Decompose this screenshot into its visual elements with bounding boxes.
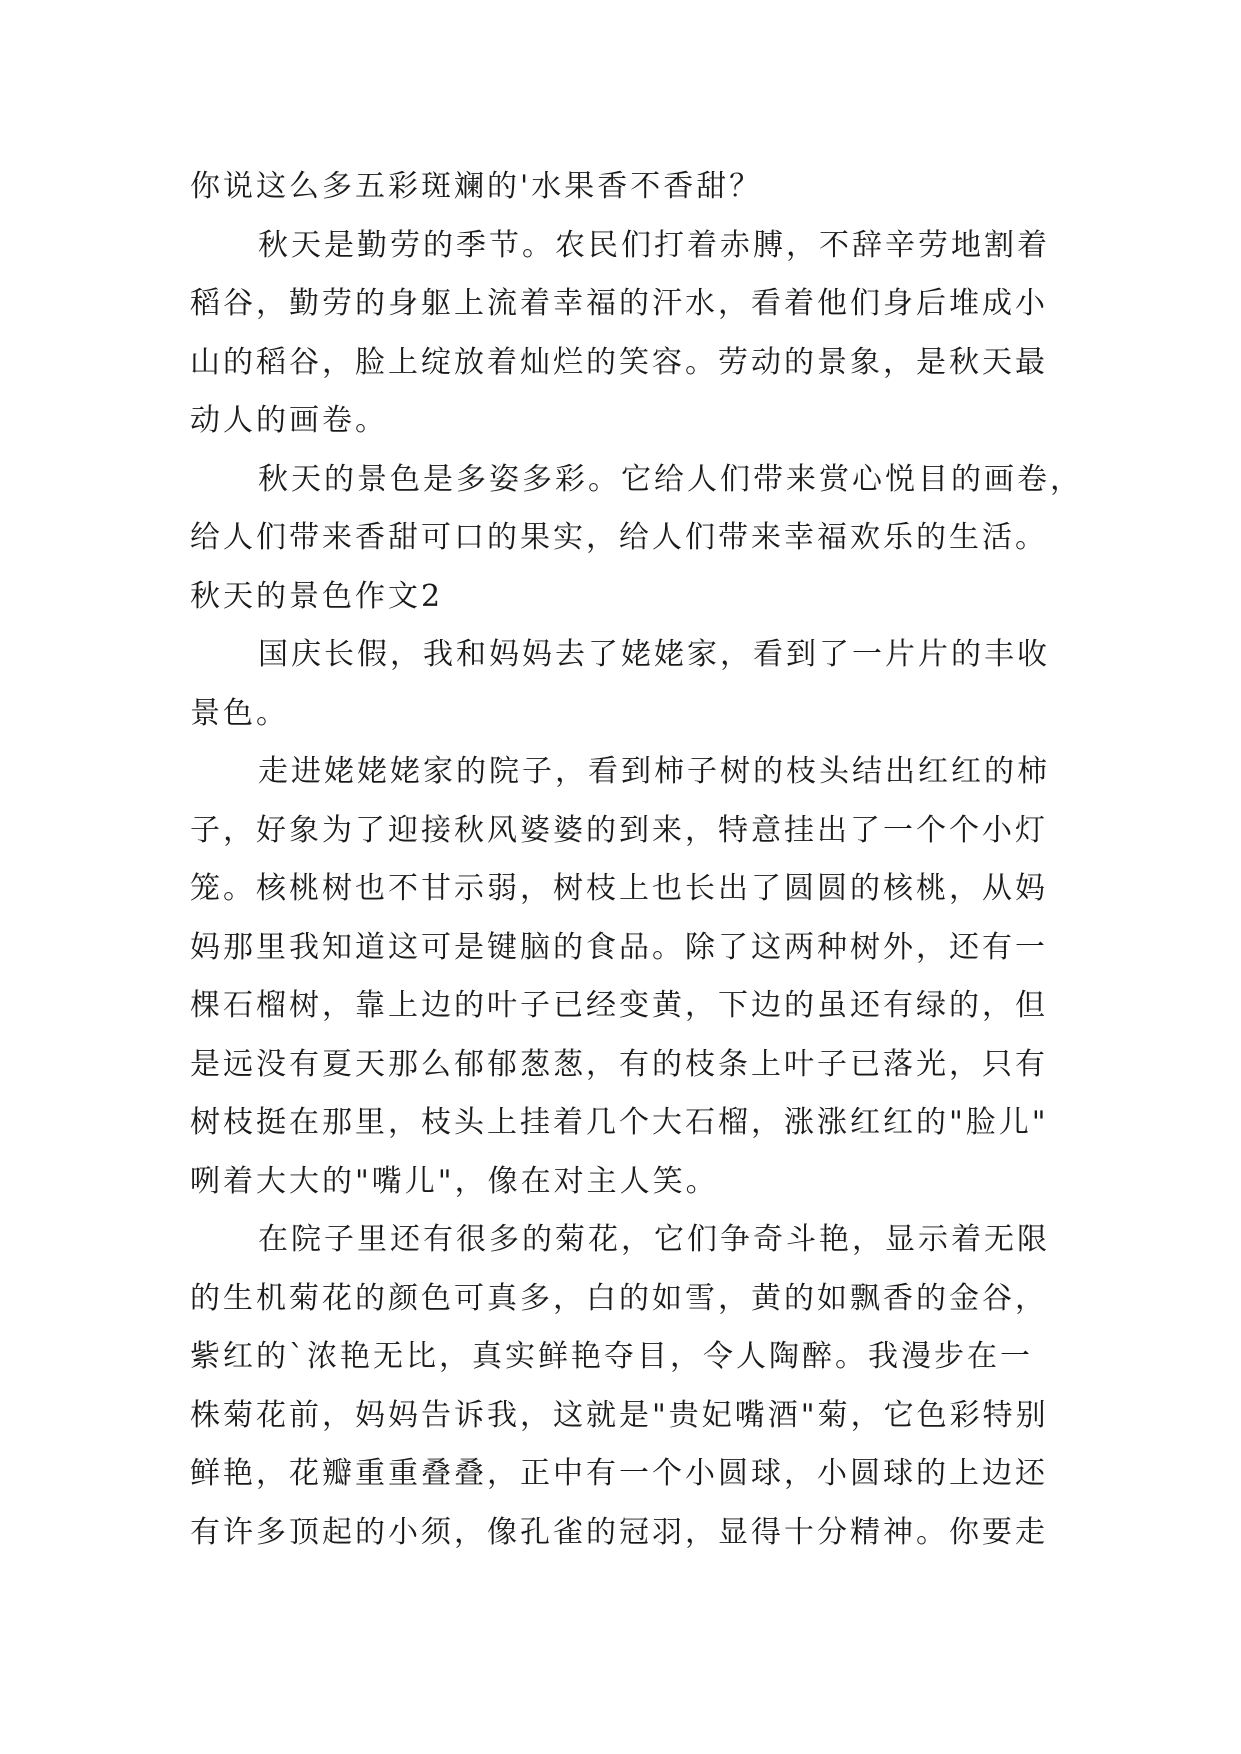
- text-line: 秋天的景色是多姿多彩。它给人们带来赏心悦目的画卷，: [258, 461, 1083, 497]
- text-line: 在院子里还有很多的菊花，它们争奇斗艳，显示着无限: [258, 1222, 1050, 1257]
- text-line: 笼。核桃树也不甘示弱，树枝上也长出了圆圆的核桃，从妈: [190, 871, 1048, 906]
- text-line: 子，好象为了迎接秋风婆婆的到来，特意挂出了一个个小灯: [190, 812, 1048, 848]
- text-line: 株菊花前，妈妈告诉我，这就是"贵妃嘴酒"菊，它色彩特别: [190, 1397, 1049, 1433]
- text-line: 山的稻谷，脸上绽放着灿烂的笑容。劳动的景象，是秋天最: [190, 344, 1048, 380]
- text-line: 你说这么多五彩斑斓的'水果香不香甜？: [190, 169, 763, 204]
- text-line: 给人们带来香甜可口的果实，给人们带来幸福欢乐的生活。: [190, 520, 1048, 555]
- text-line: 妈那里我知道这可是键脑的食品。除了这两种树外，还有一: [190, 929, 1048, 965]
- text-line: 树枝挺在那里，枝头上挂着几个大石榴，涨涨红红的"脸儿": [190, 1105, 1049, 1140]
- text-line: 稻谷，勤劳的身躯上流着幸福的汗水，看着他们身后堆成小: [190, 286, 1048, 321]
- text-line: 走进姥姥姥家的院子，看到柿子树的枝头结出红红的柿: [258, 754, 1050, 789]
- text-line: 动人的画卷。: [190, 403, 388, 438]
- text-line: 秋天的景色作文2: [190, 578, 444, 614]
- text-line: 鲜艳，花瓣重重叠叠，正中有一个小圆球，小圆球的上边还: [190, 1456, 1048, 1491]
- text-line: 有许多顶起的小须，像孔雀的冠羽，显得十分精神。你要走: [190, 1514, 1048, 1550]
- text-line: 的生机菊花的颜色可真多，白的如雪，黄的如飘香的金谷，: [190, 1280, 1048, 1316]
- text-line: 国庆长假，我和妈妈去了姥姥家，看到了一片片的丰收: [258, 637, 1050, 672]
- text-line: 咧着大大的"嘴儿"，像在对主人笑。: [190, 1163, 719, 1199]
- text-line: 景色。: [190, 695, 289, 731]
- essay-text: [190, 158, 1083, 1562]
- text-line: 秋天是勤劳的季节。农民们打着赤膊，不辞辛劳地割着: [258, 227, 1050, 263]
- text-line: 是远没有夏天那么郁郁葱葱，有的枝条上叶子已落光，只有: [190, 1046, 1048, 1082]
- text-line: 紫红的`浓艳无比，真实鲜艳夺目，令人陶醉。我漫步在一: [190, 1339, 1033, 1374]
- text-line: 棵石榴树，靠上边的叶子已经变黄，下边的虽还有绿的，但: [190, 988, 1048, 1023]
